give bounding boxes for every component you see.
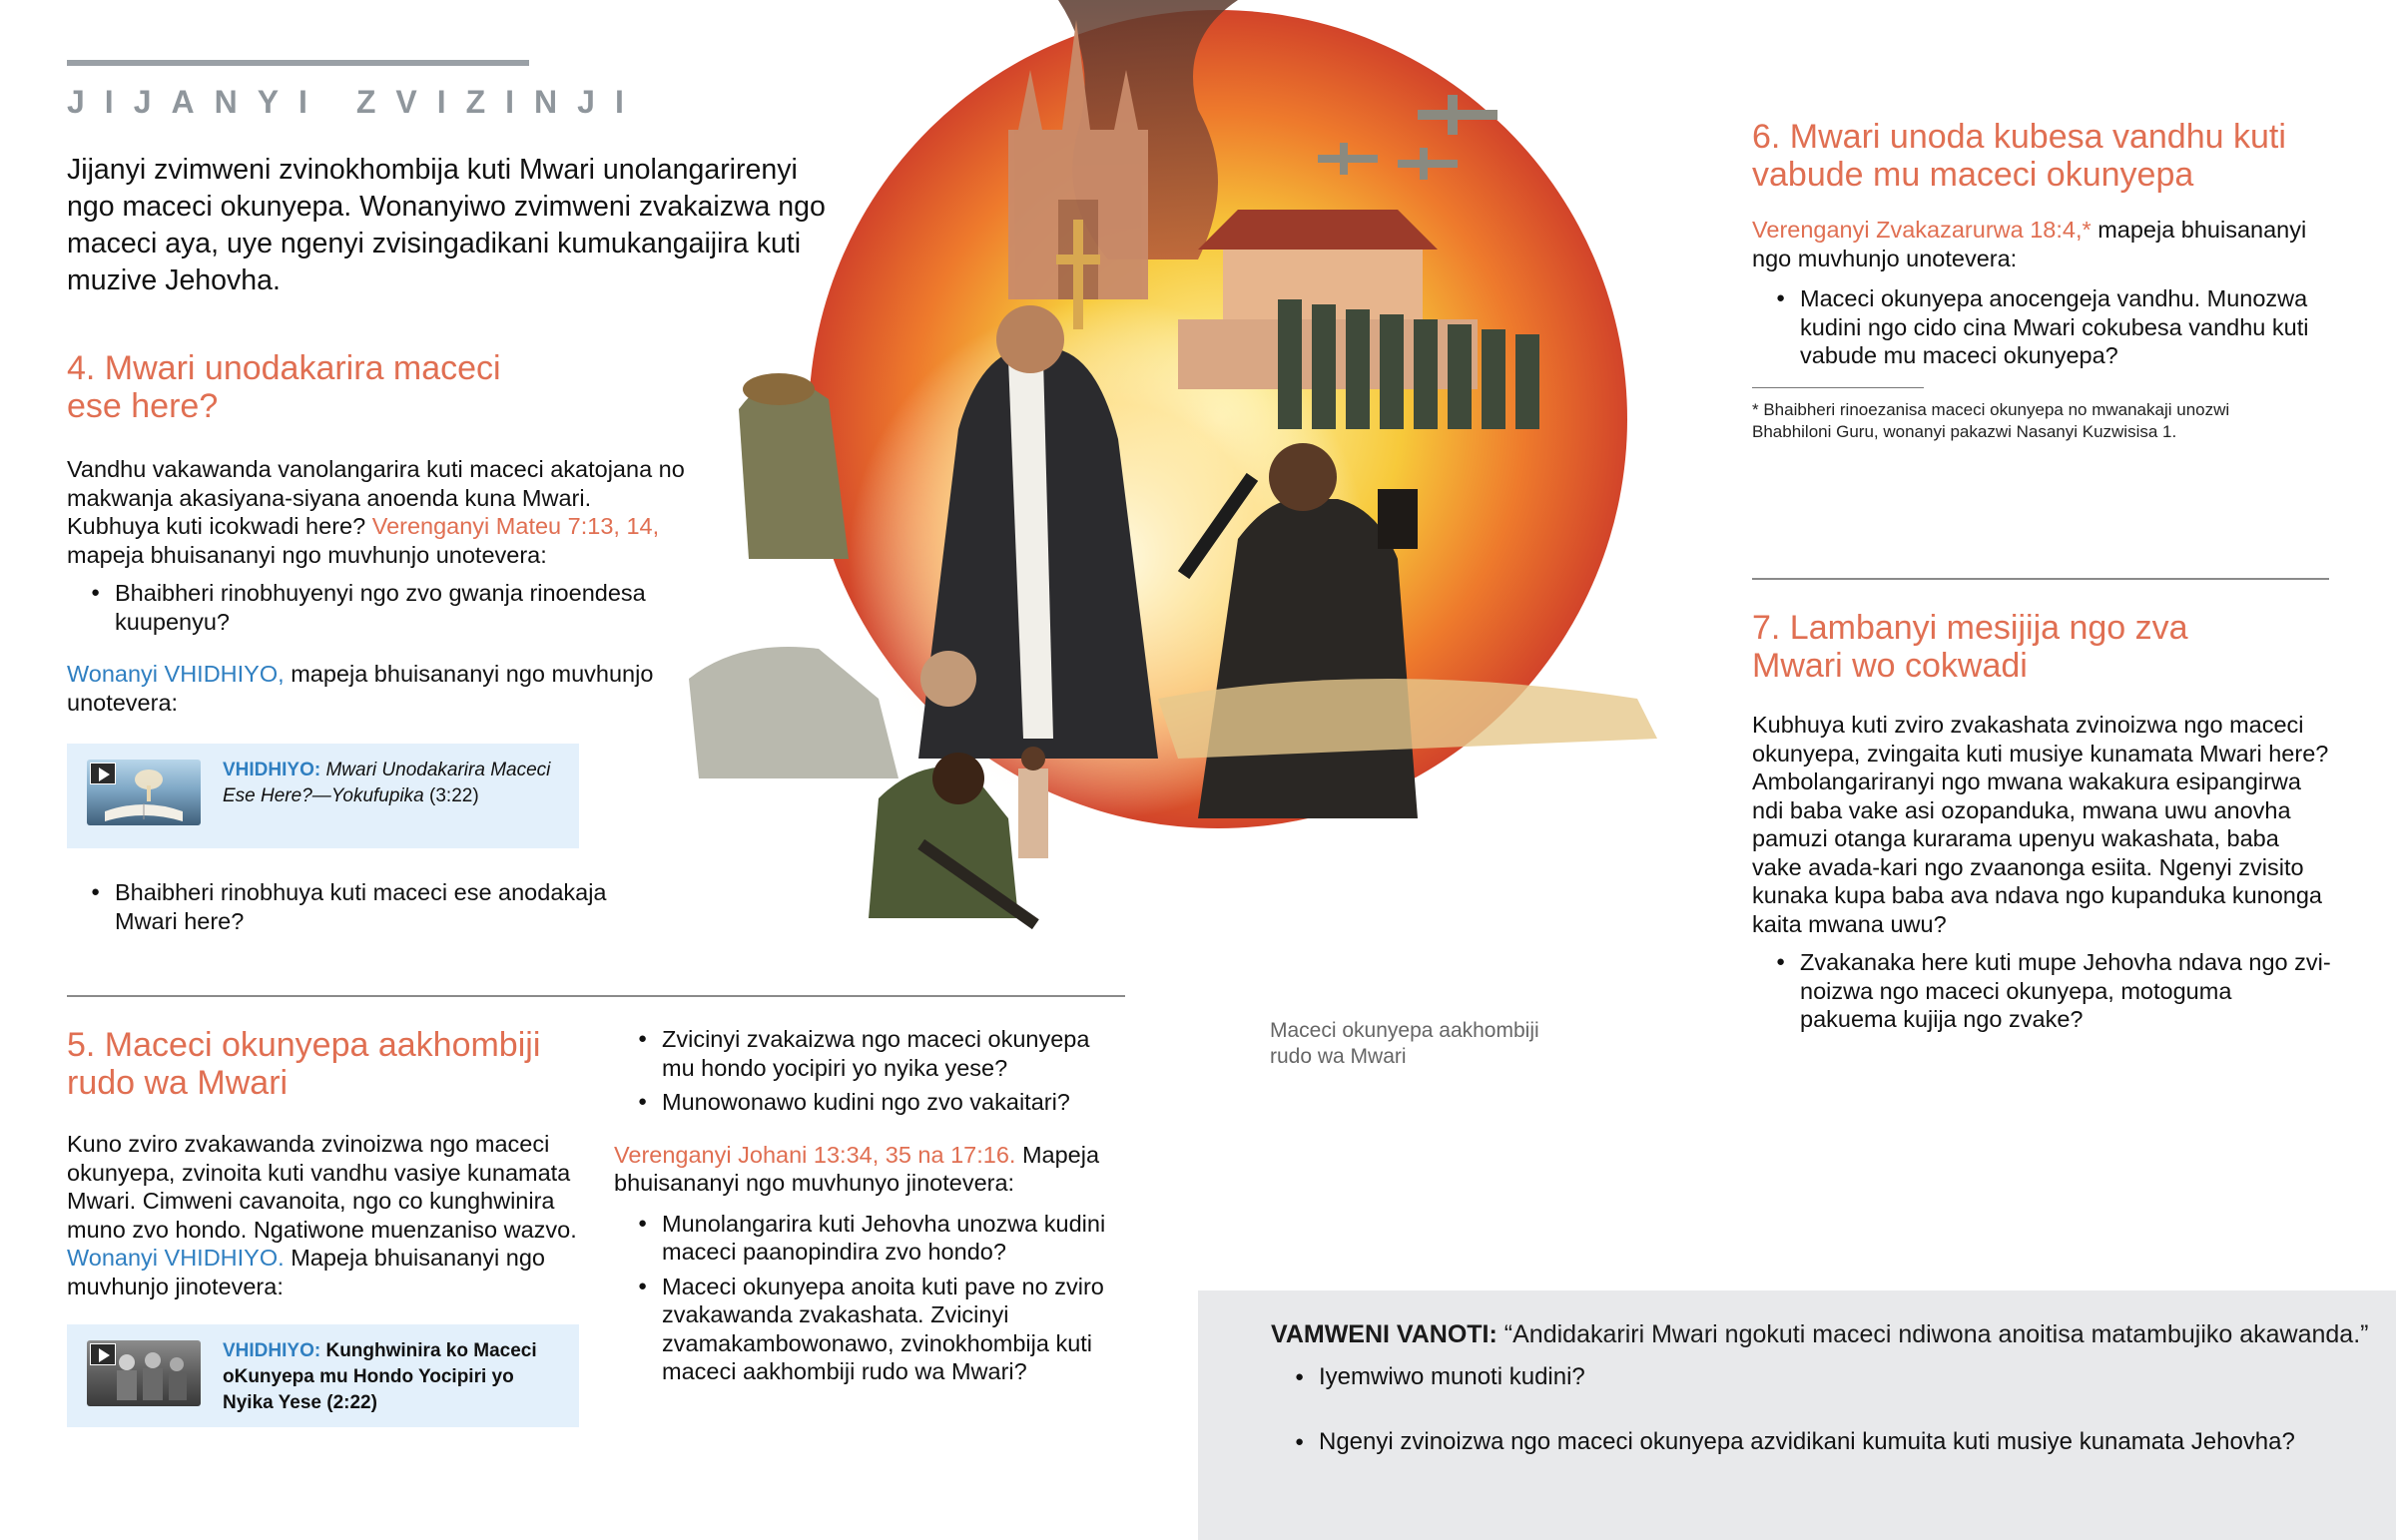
section-5-column-2 xyxy=(614,1025,1113,1386)
footnote-rule xyxy=(1752,387,1924,388)
video-thumbnail[interactable] xyxy=(87,760,201,825)
video-thumbnail[interactable] xyxy=(87,1340,201,1406)
section-5-text-a: Kuno zviro zvakawanda zvinoizwa ngo maceci okunyepa, zvinoita kuti vandhu vasiye kunamata Mwari. Cimweni cavanoita, ngo co kunghwinira muno zvo hondo. Ngatiwone muenzaniso wazvo. xyxy=(67,1131,577,1243)
watch-video-link[interactable]: Wonanyi VHIDHIYO, xyxy=(67,661,285,687)
soldier-distant xyxy=(1018,747,1048,858)
section-6 xyxy=(1752,118,2331,370)
play-icon[interactable] xyxy=(90,763,116,784)
scripture-link-johani[interactable]: Verenganyi Johani 13:34, 35 na 17:16. xyxy=(614,1141,1016,1168)
grass-field xyxy=(1158,679,1657,759)
section-7-heading: 7. Lambanyi mesijija ngo zva Mwari wo cokwadi xyxy=(1752,609,2188,685)
section-5 xyxy=(67,1026,586,1300)
video-label: VHIDHIYO: xyxy=(223,760,321,780)
illustration xyxy=(679,0,1707,998)
scripture-link-zvakazarurwa[interactable]: Verenganyi Zvakazarurwa 18:4, xyxy=(1752,217,2083,243)
video-card-text xyxy=(223,758,562,809)
video-card-2[interactable] xyxy=(67,1324,579,1427)
section-rule xyxy=(67,60,529,66)
question-bullet: ● Maceci okunyepa anoita kuti pave no zviro zvakawanda zvakashata. Zvicinyi zvamakambowonawo, zvinokhombija kuti maceci aakhombiji rudo wa Mwari? xyxy=(614,1273,1113,1386)
section-6-heading: 6. Mwari unoda kubesa vandhu kuti vabude mu maceci okunyepa xyxy=(1752,118,2286,194)
video-duration: (2:22) xyxy=(326,1392,377,1413)
section-5-heading: 5. Maceci okunyepa aakhombiji rudo wa Mwari xyxy=(67,1026,541,1102)
video-title: Kunghwinira ko Maceci oKunyepa mu Hondo Yocipiri yo Nyika Yese xyxy=(223,1340,537,1413)
watch-instruction-text: mapeja bhuisananyi ngo muvhunjo unotevera: xyxy=(67,661,654,716)
section-4-text-a: Vandhu vakawanda vanolangarira kuti maceci akatojana no makwanja akasiyana-siyana anoenda kuna Mwari. Kubhuya kuti icokwadi here? xyxy=(67,456,685,539)
quote-text: “Andidakariri Mwari ngokuti maceci ndiwona anoitisa matambujiko akawanda.” xyxy=(1503,1320,2369,1348)
video-title: Mwari Unodakarira Maceci Ese Here?—Yokufupika xyxy=(223,760,551,806)
video-card-text xyxy=(223,1338,552,1416)
quote-line xyxy=(1271,1318,2369,1350)
quote-label: VAMWENI VANOTI: xyxy=(1271,1320,1498,1348)
section-5-text-b: Mapeja bhuisananyi ngo muvhunjo jinotevera: xyxy=(67,1245,545,1299)
question-bullet: ● Munowonawo kudini ngo zvo vakaitari? xyxy=(614,1088,1113,1117)
section-5-paragraph xyxy=(67,1130,586,1300)
section-5-reading xyxy=(614,1141,1113,1198)
video-duration: (3:22) xyxy=(429,785,479,806)
scripture-link-mateu[interactable]: Verenganyi Mateu 7:13, 14, xyxy=(371,513,660,539)
section-title: JIJANYI ZVIZINJI xyxy=(67,84,644,120)
footnote-marker[interactable]: * xyxy=(2082,217,2092,243)
illustration-caption: Maceci okunyepa aakhombiji rudo wa Mwari xyxy=(1270,1019,1539,1068)
question-bullet: ● Iyemwiwo munoti kudini? xyxy=(1271,1363,2369,1392)
quote-box xyxy=(1198,1290,2396,1540)
section-6-reading xyxy=(1752,216,2331,272)
section-6-reading-text: mapeja bhuisananyi ngo muvhunjo unotevera: xyxy=(1752,217,2307,271)
question-bullet: ● Zvakanaka here kuti mupe Jehovha ndava ngo zvi-noizwa ngo maceci okunyepa, motoguma pakuema kujija ngo zvake? xyxy=(1752,948,2331,1034)
play-icon[interactable] xyxy=(90,1343,116,1365)
section-4-heading: 4. Mwari unodakarira maceci ese here? xyxy=(67,349,501,425)
question-bullet: ● Ngenyi zvinoizwa ngo maceci okunyepa azvidikani kumuita kuti musiye kunamata Jehovha? xyxy=(1271,1428,2369,1457)
section-4-text-b: mapeja bhuisananyi ngo muvhunjo unotevera: xyxy=(67,541,547,568)
video-card-1[interactable] xyxy=(67,744,579,848)
watch-instruction xyxy=(67,660,686,717)
section-7-paragraph: Kubhuya kuti zviro zvakashata zvinoizwa ngo maceci okunyepa, zvingaita kuti musiye kunamata Mwari here? Ambolangariranyi ngo mwana wakakura esipangirwa ndi baba vake asi ozopanduka, mwana uwu anovha pamuzi otanga kurarama upenyu wakashata, baba vake avada-kari ngo zvaanonga esiita. Ngenyi zvisito kunaka kupa baba ava ndava ngo kupanduka kunonga kaita mwana uwu? xyxy=(1752,712,2329,937)
section-4 xyxy=(67,349,686,717)
video-label: VHIDHIYO: xyxy=(223,1340,321,1361)
section-7 xyxy=(1752,609,2331,1034)
footnote: * Bhaibheri rinoezanisa maceci okunyepa no mwanakaji unozwi Bhabhiloni Guru, wonanyi pakazwi Nasanyi Kuzwisisa 1. xyxy=(1752,400,2230,441)
watch-video-link[interactable]: Wonanyi VHIDHIYO. xyxy=(67,1245,285,1271)
question-bullet: ● Zvicinyi zvakaizwa ngo maceci okunyepa mu hondo yocipiri yo nyika yese? xyxy=(614,1025,1113,1082)
question-bullet: ● Munolangarira kuti Jehovha unozwa kudini maceci paanopindira zvo hondo? xyxy=(614,1210,1113,1267)
question-bullet: ● Bhaibheri rinobhuyenyi ngo zvo gwanja rinoendesa kuupenyu? xyxy=(67,579,666,636)
section-4-paragraph xyxy=(67,455,686,569)
question-bullet: ● Maceci okunyepa anocengeja vandhu. Munozwa kudini ngo cido cina Mwari cokubesa vandhu kuti vabude mu maceci okunyepa? xyxy=(1752,284,2311,370)
question-bullet: ● Bhaibheri rinobhuya kuti maceci ese anodakaja Mwari here? xyxy=(67,878,666,935)
intro-paragraph: Jijanyi zvimweni zvinokhombija kuti Mwari unolangarirenyi ngo maceci okunyepa. Wonanyiwo zvimweni zvakaizwa ngo maceci aya, uye ngenyi zvisingadikani kumukangaijira kuti muzive Jehovha. xyxy=(67,154,826,296)
section-5-reading-text: Mapeja bhuisananyi ngo muvhunyo jinotevera: xyxy=(614,1141,1100,1196)
divider xyxy=(1752,578,2329,580)
